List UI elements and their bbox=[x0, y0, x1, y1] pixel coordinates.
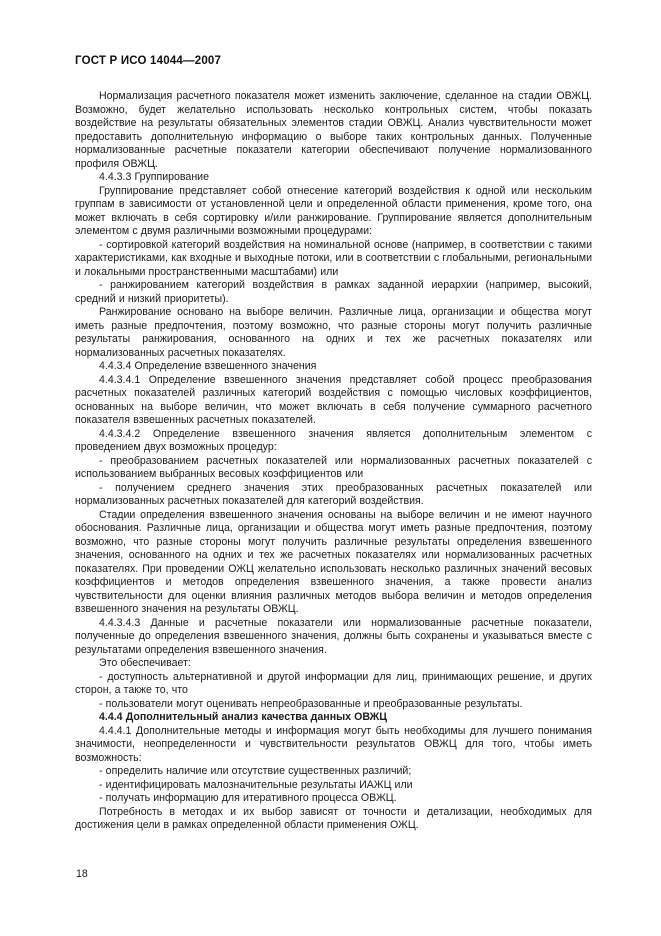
paragraph: 4.4.3.4.3 Данные и расчетные показатели или нормализованные расчетные показатели, полученные до определения взвешенного значения, должны быть сохранены и указываться вместе с результатами определения взвешенного значения. bbox=[75, 616, 592, 656]
paragraph: Потребность в методах и их выбор зависят от точности и детализации, необходимых для достижения цели в рамках определенной области применения ОЖЦ. bbox=[75, 805, 592, 831]
document-body bbox=[75, 90, 592, 833]
list-item: - пользователи могут оценивать непреобразованные и преобразованные результаты. bbox=[99, 697, 523, 710]
list-item: - определить наличие или отсутствие существенных различий; bbox=[99, 765, 412, 777]
list-item: - преобразованием расчетных показателей или нормализованных расчетных показателей с использованием выбранных весовых коэффициентов или bbox=[75, 454, 592, 480]
list-item: - ранжированием категорий воздействия в рамках заданной иерархии (например, высокий, средний и низкий приоритеты). bbox=[75, 279, 592, 305]
paragraph: Стадии определения взвешенного значения основаны на выборе величин и не имеют научного обоснования. Различные лица, организации и общества могут иметь разные предпочтения, поэтому возможно, что разные стороны могут получить различные результаты определения взвешенного значения, основанного на одних и тех же расчетных показателях или нормализованных расчетных показателях. При проведении ОЖЦ желательно использовать несколько различных значений весовых коэффициентов и методов определения взвешенного значения, а также провести анализ чувствительности для оценки влияния различных методов выбора величин и методов определения взвешенного значения на результаты ОВЖЦ. bbox=[75, 508, 592, 615]
list-item: - получением среднего значения этих преобразованных расчетных показателей или нормализованных расчетных показателей для категорий воздействия. bbox=[75, 481, 592, 507]
document-title: ГОСТ Р ИСО 14044—2007 bbox=[75, 55, 222, 67]
list-item: - сортировкой категорий воздействия на номинальной основе (например, в соответствии с такими характеристиками, как входные и выходные потоки, или в соответствии с глобальными, региональными и локальными пространственными масштабами) или bbox=[75, 238, 592, 278]
list-item: - идентифицировать малозначительные результаты ИАЖЦ или bbox=[99, 778, 413, 791]
paragraph: 4.4.3.4.2 Определение взвешенного значения является дополнительным элементом с проведением двух возможных процедур: bbox=[75, 427, 592, 453]
paragraph: 4.4.4.1 Дополнительные методы и информация могут быть необходимы для лучшего понимания значимости, неопределенности и чувствительности результатов ОВЖЦ для того, чтобы иметь возможность: bbox=[75, 724, 592, 764]
paragraph: Нормализация расчетного показателя может изменить заключение, сделанное на стадии ОВЖЦ. Возможно, будет желательно использовать несколько контрольных систем, чтобы показать воздействие на результаты обязательных элементов стадии ОВЖЦ. Анализ чувствительности может предоставить дополнительную информацию о выборе таких контрольных данных. Полученные нормализованные расчетные показатели категории обеспечивают получение нормализованного профиля ОВЖЦ. bbox=[75, 90, 592, 170]
list-item: - получать информацию для итеративного процесса ОВЖЦ. bbox=[99, 792, 397, 804]
clause-heading: 4.4.3.4 Определение взвешенного значения bbox=[99, 360, 317, 372]
paragraph: 4.4.3.4.1 Определение взвешенного значения представляет собой процесс преобразования расчетных показателей различных категорий воздействия с помощью числовых коэффициентов, основанных на выборе величин, что может включать в себя получение суммарного расчетного показателя взвешенных расчетных показателей. bbox=[75, 373, 592, 426]
page-number: 18 bbox=[76, 868, 88, 880]
paragraph: Это обеспечивает: bbox=[99, 657, 191, 669]
clause-heading: 4.4.4 Дополнительный анализ качества данных ОВЖЦ bbox=[99, 711, 387, 723]
list-item: - доступность альтернативной и другой информации для лиц, принимающих решение, и других сторон, а также то, что bbox=[75, 670, 592, 696]
paragraph: Ранжирование основано на выборе величин. Различные лица, организации и общества могут иметь разные предпочтения, поэтому возможно, что разные стороны могут получить различные результаты ранжирования, основанного на одних и тех же расчетных показателях или нормализованных расчетных показателях. bbox=[75, 306, 592, 359]
paragraph: Группирование представляет собой отнесение категорий воздействия к одной или нескольким группам в зависимости от установленной цели и определенной области применения, кроме того, она может включать в себя сортировку и/или ранжирование. Группирование является дополнительным элементом с двумя различными возможными процедурами: bbox=[75, 184, 592, 237]
clause-heading: 4.4.3.3 Группирование bbox=[99, 171, 209, 183]
